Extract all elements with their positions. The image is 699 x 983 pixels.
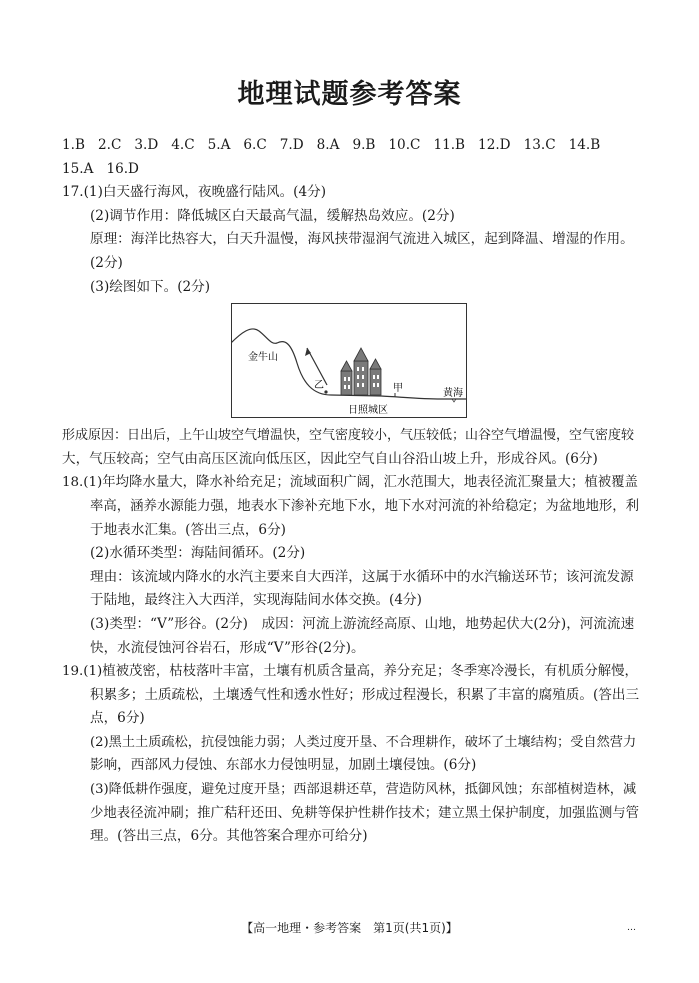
- mcq-answer: 1.B: [62, 137, 85, 153]
- mcq-answer: 2.C: [97, 137, 122, 153]
- mcq-answer: 16.D: [106, 160, 139, 177]
- q17-part1: 17.(1)白天盛行海风，夜晚盛行陆风。(4分): [62, 184, 327, 201]
- mcq-answer: 4.C: [171, 137, 195, 153]
- q18-part1-line2: 率高，涵养水源能力强，地表水下渗补充地下水，地下水对河流的补给稳定；为盆地地形，利: [90, 498, 640, 514]
- mcq-answers-line-1: [62, 134, 640, 158]
- q17-part3-reason-line1: 形成原因：日出后，上午山坡空气增温快，空气密度较小，气压较低；山谷空气增温慢，空气密度较: [62, 428, 635, 444]
- answer-content: [62, 134, 640, 849]
- q18-part3-line2: 快，水流侵蚀河谷岩石，形成“V”形谷(2分)。: [90, 639, 365, 656]
- q19-part2-line1: (2)黑土土质疏松，抗侵蚀能力弱；人类过度开垦、不合理耕作，破坏了土壤结构；受自然营力: [90, 734, 637, 750]
- city-label: 日照城区: [348, 405, 388, 417]
- q19-part2-line2: 影响，西部风力侵蚀、东部水力侵蚀明显，加剧土壤侵蚀。(6分): [90, 757, 477, 774]
- mcq-answer: 3.D: [134, 137, 159, 153]
- q19-part1-line3: 点，6分): [90, 710, 145, 727]
- q19-part1-line1: 19.(1)植被茂密，枯枝落叶丰富，土壤有机质含量高，养分充足；冬季寒冷漫长，有机质分解慢，: [62, 664, 638, 680]
- mountain-label: 金牛山: [248, 352, 278, 364]
- valley-breeze-figure: [62, 299, 640, 424]
- mcq-answer: 7.D: [279, 137, 304, 153]
- point-yi-label: 乙: [314, 380, 324, 392]
- mcq-answers-line-2: [62, 158, 640, 182]
- q19-part3-line2: 少地表径流冲刷；推广秸秆还田、免耕等保护性耕作技术；建立黑土保护制度，加强监测与管: [90, 805, 640, 821]
- mcq-answer: 10.C: [388, 137, 421, 153]
- mcq-answer: 11.B: [433, 137, 466, 153]
- mcq-answer: 14.B: [568, 137, 601, 153]
- valley-breeze-diagram: [231, 303, 467, 419]
- mcq-answer: 9.B: [352, 137, 376, 153]
- q19-part3-line3: 理。(答出三点，6分。其他答案合理亦可给分): [90, 828, 368, 845]
- sea-label: 黄海: [443, 388, 463, 400]
- page-title: 地理试题参考答案: [237, 79, 462, 110]
- mcq-answer: 5.A: [207, 137, 231, 153]
- mcq-answer: 6.C: [243, 137, 267, 153]
- q17-part2-principle: 原理：海洋比热容大，白天升温慢，海风挟带湿润气流进入城区，起到降温、增湿的作用。: [90, 231, 634, 248]
- q18-part3-line1: (3)类型：“V”形谷。(2分) 成因：河流上游流经高原、山地，地势起伏大(2分)，河流流速: [90, 615, 635, 632]
- page-footer: 【高一地理・参考答案 第1页(共1页)】: [241, 921, 458, 935]
- point-jia-label: 甲: [393, 383, 403, 395]
- q17-part3-reason-line2: 大，气压较高；空气由高压区流向低压区，因此空气自山谷沿山坡上升，形成谷风。(6分): [62, 450, 598, 467]
- q18-part2: (2)水循环类型：海陆间循环。(2分): [90, 545, 306, 562]
- q18-part2-reason-line2: 于陆地，最终注入大西洋，实现海陆间水体交换。(4分): [90, 592, 422, 609]
- footer-mark: …: [627, 923, 636, 933]
- q18-part1-line1: 18.(1)年均降水量大，降水补给充足；流域面积广阔，汇水范围大，地表径流汇聚量大；植被覆盖: [62, 475, 638, 491]
- q19-part1-line2: 积累多；土质疏松，土壤透气性和透水性好；形成过程漫长，积累了丰富的腐殖质。(答出三: [90, 686, 640, 703]
- q17-part2-principle-score: (2分): [90, 254, 123, 271]
- mcq-answer: 8.A: [316, 137, 340, 153]
- mcq-answer: 15.A: [62, 160, 94, 177]
- mcq-answer: 13.C: [523, 137, 556, 153]
- q17-part3: (3)绘图如下。(2分): [90, 278, 211, 295]
- q18-part2-reason-line1: 理由：该流域内降水的水汽主要来自大西洋，这属于水循环中的水汽输送环节；该河流发源: [90, 568, 634, 585]
- q17-part2: (2)调节作用：降低城区白天最高气温，缓解热岛效应。(2分): [90, 207, 455, 224]
- q19-part3-line1: (3)降低耕作强度，避免过度开垦；西部退耕还草，营造防风林，抵御风蚀；东部植树造林，减: [90, 782, 637, 798]
- q18-part1-line3: 于地表水汇集。(答出三点，6分): [90, 521, 286, 538]
- mcq-answer: 12.D: [478, 137, 511, 153]
- point-yi-dot: [324, 391, 327, 394]
